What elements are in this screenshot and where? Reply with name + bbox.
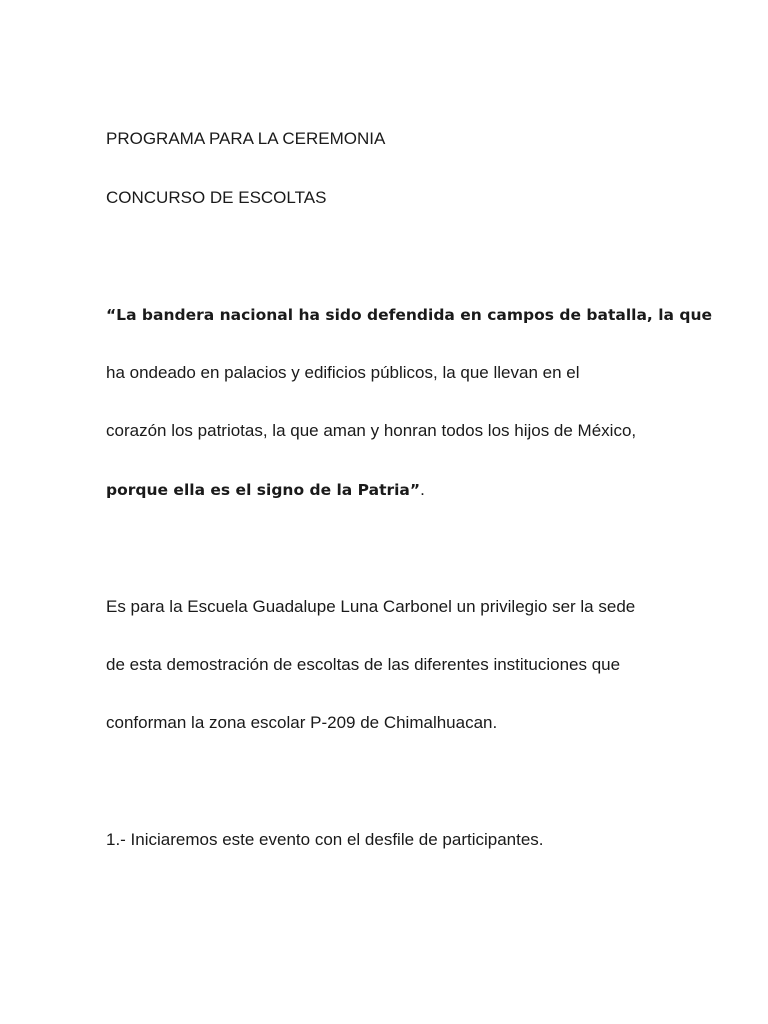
program-item-1: 1.- Iniciaremos este evento con el desfile de participantes.: [106, 830, 544, 849]
quote-line-4-bold: porque ella es el signo de la Patria”: [106, 481, 421, 499]
intro-line-1: Es para la Escuela Guadalupe Luna Carbonel un privilegio ser la sede: [106, 597, 636, 616]
quote-line-4-end: .: [420, 480, 425, 499]
quote-line-1: “La bandera nacional ha sido defendida en campos de batalla, la que: [106, 306, 713, 324]
document-title: PROGRAMA PARA LA CEREMONIA: [106, 129, 386, 148]
document-subtitle: CONCURSO DE ESCOLTAS: [106, 188, 327, 207]
quote-line-4: [106, 479, 425, 501]
quote-line-2: ha ondeado en palacios y edificios públicos, la que llevan en el: [106, 363, 580, 382]
intro-line-2: de esta demostración de escoltas de las diferentes instituciones que: [106, 655, 621, 674]
intro-line-3: conforman la zona escolar P-209 de Chimalhuacan.: [106, 713, 498, 732]
quote-line-3: corazón los patriotas, la que aman y honran todos los hijos de México,: [106, 421, 637, 440]
